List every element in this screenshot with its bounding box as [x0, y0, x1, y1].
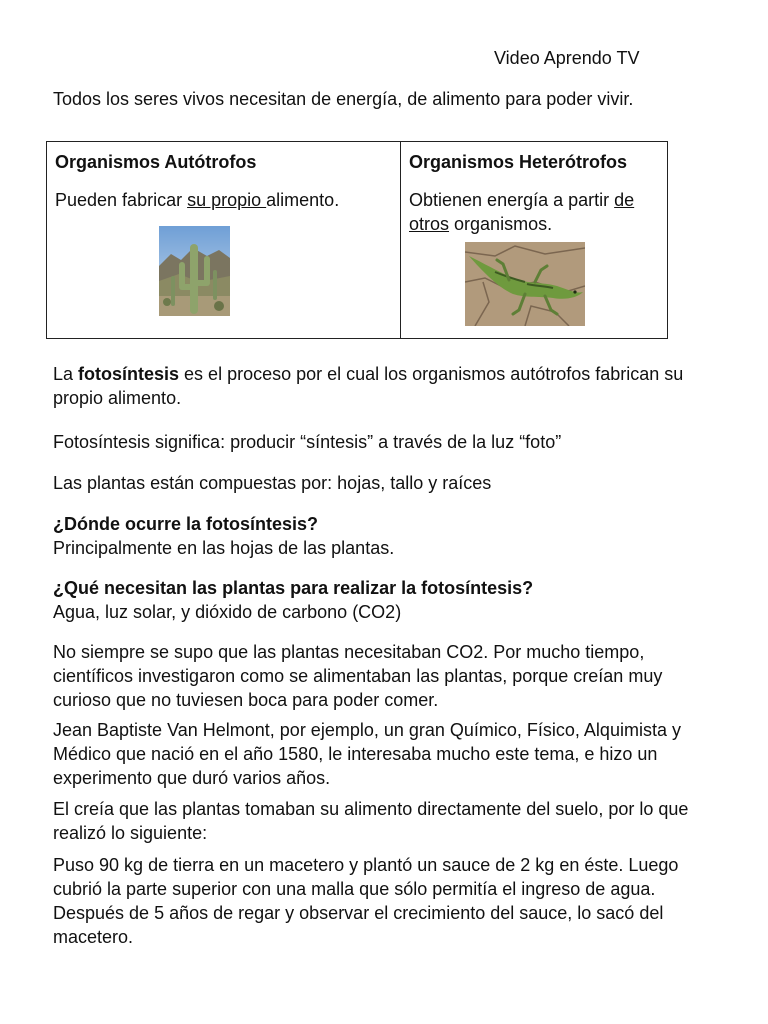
paragraph-van-helmont: Jean Baptiste Van Helmont, por ejemplo, un gran Químico, Físico, Alquimista y Médico que nació en el año 1580, le interesaba mucho este tema, e hizo un experimento que duró varios años. [53, 720, 681, 788]
fotosintesis-term: fotosíntesis [78, 364, 180, 384]
cactus-desert-image [159, 226, 230, 316]
answer-what: Agua, luz solar, y dióxido de carbono (CO2) [53, 602, 402, 622]
autotrofos-title: Organismos Autótrofos [55, 152, 257, 172]
heterotrofos-text-underlined-1: de [614, 190, 635, 210]
heterotrofos-text-underlined-2: otros [409, 214, 450, 234]
lizard-image [465, 242, 585, 326]
autotrofos-description [55, 188, 392, 212]
question-what: ¿Qué necesitan las plantas para realizar la fotosíntesis? [53, 578, 534, 598]
fotosintesis-definition [53, 362, 713, 410]
autotrofos-text-underlined: su propio [187, 190, 267, 210]
autotrofos-text-after: alimento. [266, 190, 340, 210]
paragraph-co2-history: No siempre se supo que las plantas necesitaban CO2. Por mucho tiempo, científicos investigaron como se alimentaban las plantas, porque creían muy curioso que no tuviesen boca para poder comer. [53, 642, 663, 710]
paragraph-experiment: Puso 90 kg de tierra en un macetero y plantó un sauce de 2 kg en éste. Luego cubrió la parte superior con una malla que sólo permitía el ingreso de agua. Después de 5 años de regar y observar el crecimiento del sauce, lo sacó del macetero. [53, 855, 679, 947]
heterotrofos-text-after: organismos. [449, 214, 553, 234]
heterotrofos-description [409, 188, 659, 236]
header-source-label: Video Aprendo TV [494, 48, 640, 68]
fotosintesis-meaning: Fotosíntesis significa: producir “síntesis” a través de la luz “foto” [53, 432, 562, 452]
answer-where: Principalmente en las hojas de las plantas. [53, 538, 395, 558]
plant-parts: Las plantas están compuestas por: hojas, tallo y raíces [53, 473, 492, 493]
fotosintesis-definition-after: es el proceso por el cual los organismos autótrofos fabrican su propio alimento. [53, 364, 684, 408]
question-where: ¿Dónde ocurre la fotosíntesis? [53, 514, 319, 534]
heterotrofos-title: Organismos Heterótrofos [409, 152, 628, 172]
paragraph-belief: El creía que las plantas tomaban su alimento directamente del suelo, por lo que realizó lo siguiente: [53, 799, 689, 843]
heterotrofos-text-before: Obtienen energía a partir [409, 190, 615, 210]
autotrofos-text-before: Pueden fabricar [55, 190, 188, 210]
fotosintesis-definition-before: La [53, 364, 79, 384]
intro-paragraph: Todos los seres vivos necesitan de energía, de alimento para poder vivir. [53, 89, 634, 109]
